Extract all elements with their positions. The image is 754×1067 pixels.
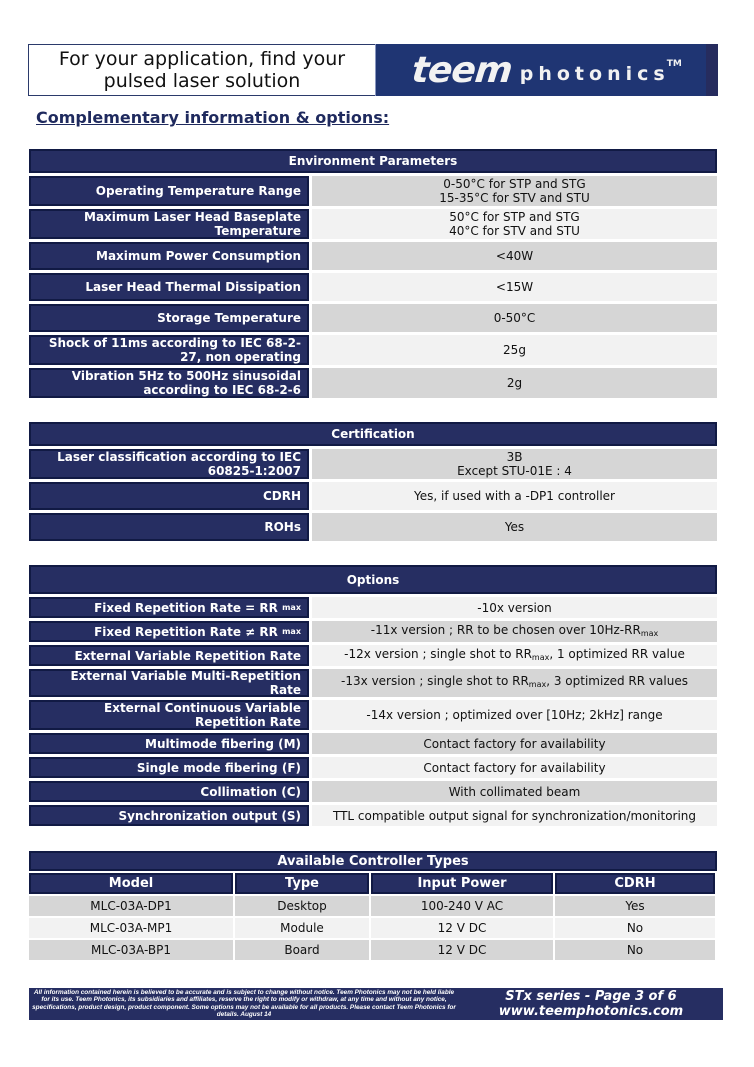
value-line	[344, 647, 685, 665]
table-cell: Board	[235, 940, 369, 960]
footer-info	[459, 988, 723, 1020]
table-row	[29, 896, 717, 916]
table-cell: 12 V DC	[371, 940, 553, 960]
row-label: Vibration 5Hz to 500Hz sinusoidal according to IEC 68-2-6	[29, 368, 309, 398]
certification-table	[29, 422, 717, 541]
column-header: Type	[235, 873, 369, 894]
label-subscript: max	[282, 602, 301, 612]
table-row	[29, 242, 717, 270]
label-text: Fixed Repetition Rate ≠ RR	[94, 624, 278, 639]
table-cell: Yes	[555, 896, 715, 916]
row-value	[312, 621, 717, 642]
value-text: Contact factory for availability	[423, 760, 606, 775]
column-header: Input Power	[371, 873, 553, 894]
row-label: Maximum Power Consumption	[29, 242, 309, 270]
series-page-number: STx series - Page 3 of 6	[505, 989, 677, 1004]
table-cell: MLC-03A-MP1	[29, 918, 233, 938]
label-text: External Continuous Variable Repetition Rate	[104, 701, 301, 729]
row-label: ROHs	[29, 513, 309, 541]
value-text: -10x version	[477, 600, 552, 615]
table-cell: Module	[235, 918, 369, 938]
row-value	[312, 273, 717, 301]
value-line	[423, 761, 605, 775]
row-label: Storage Temperature	[29, 304, 309, 332]
logo-word-photonics	[519, 59, 682, 85]
row-label	[29, 645, 309, 666]
table-row	[29, 700, 717, 730]
table-cell: MLC-03A-DP1	[29, 896, 233, 916]
table-row	[29, 482, 717, 510]
environment-parameters-table	[29, 149, 717, 398]
row-label: Shock of 11ms according to IEC 68-2-27, non operating	[29, 335, 309, 365]
value-line	[477, 601, 551, 615]
company-logo	[375, 44, 718, 96]
table-row	[29, 918, 717, 938]
row-value	[312, 513, 717, 541]
row-label	[29, 621, 309, 642]
value-line: <15W	[495, 280, 534, 294]
value-text: With collimated beam	[448, 784, 581, 799]
row-value	[312, 645, 717, 666]
logo-word-teem: teem	[410, 49, 514, 91]
table-cell: No	[555, 918, 715, 938]
value-line: Yes	[504, 520, 525, 534]
value-line	[371, 623, 659, 641]
row-label: CDRH	[29, 482, 309, 510]
value-line: 50°C for STP and STG	[449, 210, 580, 224]
header-banner	[28, 44, 718, 96]
row-label: Laser Head Thermal Dissipation	[29, 273, 309, 301]
table-title: Options	[29, 565, 717, 594]
value-line	[333, 809, 696, 823]
tagline-line-2: pulsed laser solution	[103, 70, 301, 92]
table-cell: No	[555, 940, 715, 960]
row-value	[312, 304, 717, 332]
label-text: Fixed Repetition Rate = RR	[94, 600, 278, 615]
value-text-after: , 1 optimized RR value	[549, 646, 685, 661]
value-text: -12x version ; single shot to RR	[344, 646, 532, 661]
label-text: Single mode fibering (F)	[136, 760, 301, 775]
tagline-box	[28, 44, 375, 96]
value-line: 40°C for STV and STU	[449, 224, 580, 238]
table-row	[29, 805, 717, 826]
value-subscript: max	[531, 652, 550, 662]
row-value	[312, 700, 717, 730]
table-row	[29, 781, 717, 802]
table-row	[29, 621, 717, 642]
label-text: External Variable Repetition Rate	[74, 648, 301, 663]
row-value	[312, 176, 717, 206]
table-cell: MLC-03A-BP1	[29, 940, 233, 960]
row-value	[312, 368, 717, 398]
value-line: 3B	[506, 450, 523, 464]
row-value	[312, 733, 717, 754]
table-cell: 100-240 V AC	[371, 896, 553, 916]
row-value	[312, 757, 717, 778]
value-line	[341, 674, 688, 692]
page-heading: Complementary information & options:	[36, 108, 390, 127]
table-row	[29, 304, 717, 332]
table-row	[29, 513, 717, 541]
trademark-mark: TM	[666, 59, 682, 69]
logo-photonics-text: photonics	[519, 63, 670, 85]
row-label	[29, 669, 309, 697]
value-line: <40W	[495, 249, 534, 263]
value-text: Contact factory for availability	[423, 736, 606, 751]
row-value	[312, 242, 717, 270]
row-value	[312, 597, 717, 618]
value-line: Except STU-01E : 4	[457, 464, 572, 478]
value-line: 15-35°C for STV and STU	[439, 191, 590, 205]
table-cell: 12 V DC	[371, 918, 553, 938]
label-text: Synchronization output (S)	[118, 808, 301, 823]
tagline-line-1: For your application, find your	[58, 48, 346, 70]
page-footer	[29, 988, 723, 1020]
row-label	[29, 757, 309, 778]
options-table	[29, 565, 717, 826]
label-text: External Variable Multi-Repetition Rate	[70, 669, 301, 697]
table-cell: Desktop	[235, 896, 369, 916]
value-line	[366, 708, 662, 722]
value-text: -13x version ; single shot to RR	[341, 674, 529, 688]
row-value	[312, 449, 717, 479]
footer-disclaimer: All information contained herein is believed to be accurate and is subject to change without notice. Teem Photonics may not be held liable for its use. Teem Photonics, its subsidiaries and affiliates, reserve the right to modify or withdraw, at any time and without any notice, specifications, product design, product component. Some options may not be available for all products. Please contact Teem Photonics for details. August 14	[32, 989, 456, 1018]
table-row	[29, 273, 717, 301]
value-line: 2g	[506, 376, 523, 390]
table-title: Certification	[29, 422, 717, 446]
table-row	[29, 335, 717, 365]
label-subscript: max	[282, 626, 301, 636]
table-row	[29, 449, 717, 479]
row-label	[29, 700, 309, 730]
row-label: Operating Temperature Range	[29, 176, 309, 206]
column-header: CDRH	[555, 873, 715, 894]
value-text: -14x version ; optimized over [10Hz; 2kHz] range	[366, 708, 663, 722]
table-title: Available Controller Types	[29, 851, 717, 871]
row-value	[312, 805, 717, 826]
row-value	[312, 781, 717, 802]
table-row	[29, 368, 717, 398]
label-text: Multimode fibering (M)	[145, 736, 301, 751]
value-line	[423, 737, 605, 751]
row-value	[312, 669, 717, 697]
table-row	[29, 597, 717, 618]
table-title: Environment Parameters	[29, 149, 717, 173]
value-text-after: , 3 optimized RR values	[546, 674, 688, 688]
value-subscript: max	[640, 628, 659, 638]
table-row	[29, 757, 717, 778]
table-row	[29, 645, 717, 666]
table-row	[29, 669, 717, 697]
row-label	[29, 805, 309, 826]
row-value	[312, 335, 717, 365]
row-value	[312, 482, 717, 510]
value-line: Yes, if used with a -DP1 controller	[414, 489, 615, 503]
value-line: 0-50°C	[493, 311, 536, 325]
table-row	[29, 209, 717, 239]
controller-types-table	[29, 851, 717, 960]
row-label	[29, 781, 309, 802]
table-row	[29, 733, 717, 754]
column-header: Model	[29, 873, 233, 894]
value-text: -11x version ; RR to be chosen over 10Hz-RR	[370, 622, 641, 637]
row-label: Laser classification according to IEC 60825-1:2007	[29, 449, 309, 479]
table-row	[29, 940, 717, 960]
website-link[interactable]: www.teemphotonics.com	[498, 1004, 684, 1019]
value-line: 0-50°C for STP and STG	[443, 177, 586, 191]
row-label	[29, 597, 309, 618]
label-text: Collimation (C)	[200, 784, 301, 799]
table-row	[29, 176, 717, 206]
value-text: TTL compatible output signal for synchronization/monitoring	[332, 808, 697, 823]
row-label	[29, 733, 309, 754]
value-subscript: max	[528, 680, 547, 689]
row-value	[312, 209, 717, 239]
row-label: Maximum Laser Head Baseplate Temperature	[29, 209, 309, 239]
value-line	[449, 785, 581, 799]
table-header-row	[29, 873, 717, 894]
value-line: 25g	[503, 343, 526, 357]
